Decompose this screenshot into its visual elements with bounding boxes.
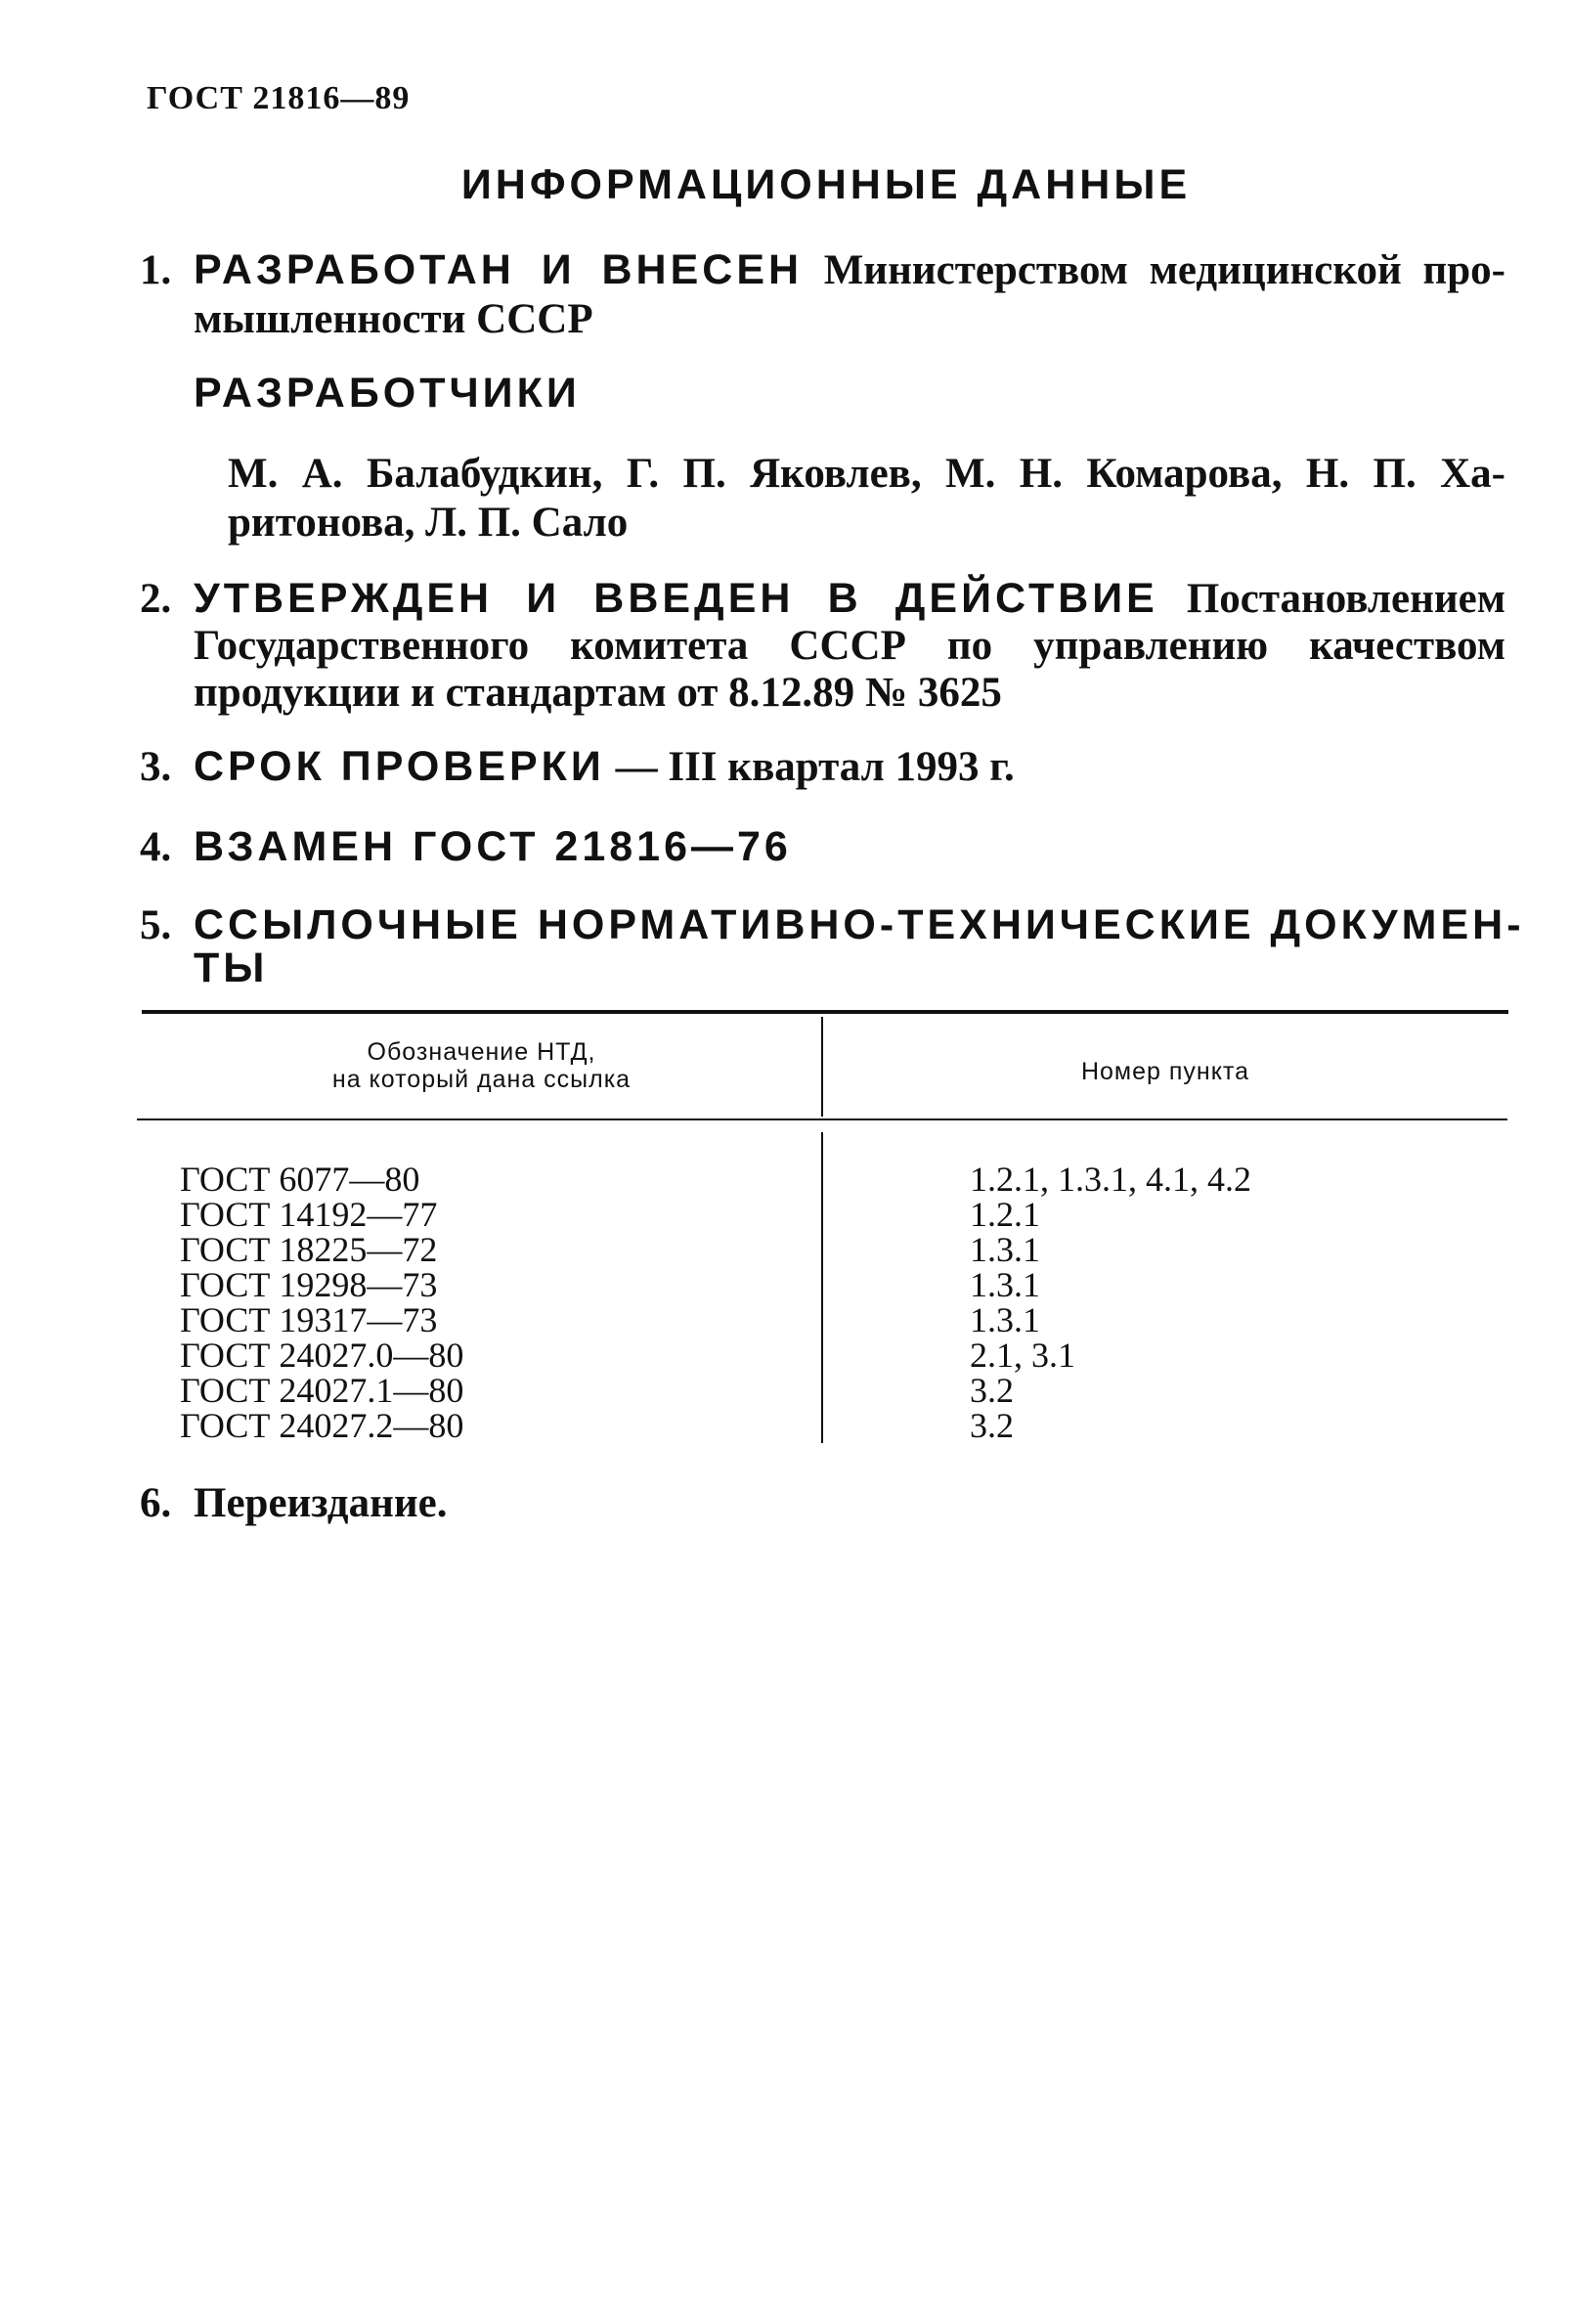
item-2-number: 2. [140, 576, 172, 622]
item-3-text-rest: — III квартал 1993 г. [615, 744, 1015, 790]
item-1-text-rest: Министерством медицинской про- [823, 247, 1505, 293]
item-6-number: 6. [140, 1480, 172, 1526]
table-row-clauses: 1.3.1 [970, 1300, 1040, 1339]
table-row-designation: ГОСТ 24027.2—80 [180, 1406, 464, 1445]
item-5-line-2: ТЫ [194, 944, 269, 991]
item-1-number: 1. [140, 247, 172, 293]
item-2-line-2: Государственного комитета СССР по управлению качеством [194, 623, 1505, 669]
table-row-clauses: 3.2 [970, 1371, 1014, 1410]
item-2-line-3: продукции и стандартам от 8.12.89 № 3625 [194, 670, 1002, 716]
item-2-line-1 [194, 575, 1505, 623]
table-row-designation: ГОСТ 24027.1—80 [180, 1371, 464, 1410]
table-row-designation: ГОСТ 18225—72 [180, 1230, 438, 1269]
table-row-designation: ГОСТ 19298—73 [180, 1265, 438, 1304]
item-1-caps: РАЗРАБОТАН И ВНЕСЕН [194, 246, 804, 293]
table-row-clauses: 3.2 [970, 1406, 1014, 1445]
table-col-clause [970, 1162, 1251, 1443]
item-4-number: 4. [140, 824, 172, 870]
table-row-clauses: 1.3.1 [970, 1265, 1040, 1304]
item-1-line-2: мышленности СССР [194, 296, 593, 342]
item-5-number: 5. [140, 902, 172, 948]
item-4-line: ВЗАМЕН ГОСТ 21816—76 [194, 823, 792, 870]
item-5-line-1: ССЫЛОЧНЫЕ НОРМАТИВНО-ТЕХНИЧЕСКИЕ ДОКУМЕН- [194, 901, 1525, 948]
item-2-caps: УТВЕРЖДЕН И ВВЕДЕН В ДЕЙСТВИЕ [194, 575, 1158, 622]
table-header-rule [137, 1118, 1507, 1120]
table-row-clauses: 2.1, 3.1 [970, 1336, 1075, 1375]
document-code: ГОСТ 21816—89 [147, 80, 411, 116]
table-row-designation: ГОСТ 6077—80 [180, 1160, 420, 1199]
table-row-designation: ГОСТ 14192—77 [180, 1195, 438, 1234]
table-row-clauses: 1.2.1 [970, 1195, 1040, 1234]
item-3-number: 3. [140, 744, 172, 790]
developers-heading: РАЗРАБОТЧИКИ [194, 370, 581, 417]
item-3-caps: СРОК ПРОВЕРКИ [194, 743, 605, 790]
col-header-clause: Номер пункта [1080, 1058, 1250, 1085]
table-row-clauses: 1.3.1 [970, 1230, 1040, 1269]
item-2-text-rest: Постановлением [1186, 576, 1506, 622]
table-col-designation [180, 1162, 463, 1443]
table-top-rule [142, 1010, 1508, 1014]
table-row-designation: ГОСТ 24027.0—80 [180, 1336, 464, 1375]
table-body-divider [821, 1132, 823, 1443]
page-title: ИНФОРМАЦИОННЫЕ ДАННЫЕ [460, 161, 1192, 208]
developers-line-2: ритонова, Л. П. Сало [228, 500, 629, 546]
table-row-clauses: 1.2.1, 1.3.1, 4.1, 4.2 [970, 1160, 1251, 1199]
item-3-line [194, 743, 1015, 791]
developers-line-1: М. А. Балабудкин, Г. П. Яковлев, М. Н. Комарова, Н. П. Ха- [228, 451, 1505, 497]
item-6-text: Переиздание. [194, 1480, 448, 1526]
col-header-designation: Обозначение НТД, на который дана ссылка [331, 1038, 632, 1093]
item-1-line-1 [194, 246, 1505, 294]
table-row-designation: ГОСТ 19317—73 [180, 1300, 438, 1339]
